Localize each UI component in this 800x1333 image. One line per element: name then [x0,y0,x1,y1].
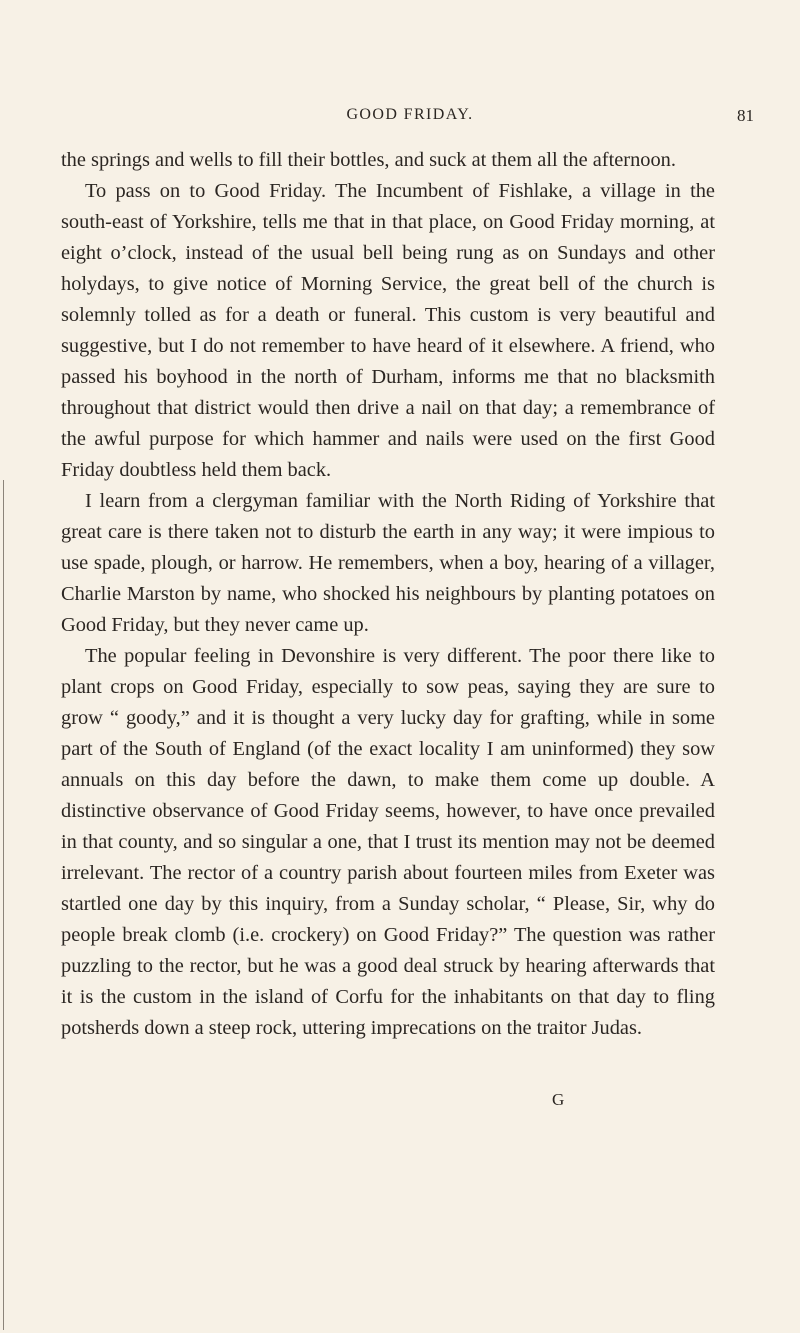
paragraph-continued: the springs and wells to fill their bottles, and suck at them all the afternoon. [61,149,676,171]
page-number: 81 [737,106,754,125]
paragraph-fishlake: To pass on to Good Friday. The Incumbent of Fishlake, a village in the south-east of Yorkshire, tells me that in that place, on Good Friday morning, at eight o’clock, instead of the usual bell being rung as on Sundays and other holydays, to give notice of Morning Service, the great bell of the church is solemnly tolled as for a death or funeral. This custom is very beautiful and suggestive, but I do not remember to have heard of it elsewhere. A friend, who passed his boyhood in the north of Durham, informs me that no blacksmith throughout that district would then drive a nail on that day; a remembrance of the awful purpose for which hammer and nails were used on the first Good Friday doubtless held them back. [61,180,715,481]
body-text [61,145,715,1044]
signature-mark: G [552,1090,565,1109]
page-header [60,106,760,130]
page-edge-line [3,480,4,1330]
paragraph-north-riding: I learn from a clergyman familiar with the North Riding of Yorkshire that great care is there taken not to disturb the earth in any way; it were impious to use spade, plough, or harrow. He remembers, when a boy, hearing of a villager, Charlie Marston by name, who shocked his neighbours by planting potatoes on Good Friday, but they never came up. [61,490,715,636]
paragraph-devonshire: The popular feeling in Devonshire is very different. The poor there like to plant crops on Good Friday, especially to sow peas, saying they are sure to grow “ goody,” and it is thought a very lucky day for grafting, while in some part of the South of England (of the exact locality I am uninformed) they sow annuals on this day before the dawn, to make them come up double. A distinctive observance of Good Friday seems, however, to have once prevailed in that county, and so singular a one, that I trust its mention may not be deemed irrelevant. The rector of a country parish about fourteen miles from Exeter was startled one day by this inquiry, from a Sunday scholar, “ Please, Sir, why do people break clomb (i.e. crockery) on Good Friday?” The question was rather puzzling to the rector, but he was a good deal struck by hearing afterwards that it is the custom in the island of Corfu for the inhabitants on that day to fling potsherds down a steep rock, uttering imprecations on the traitor Judas. [61,645,715,1039]
running-head: GOOD FRIDAY. [346,106,474,123]
